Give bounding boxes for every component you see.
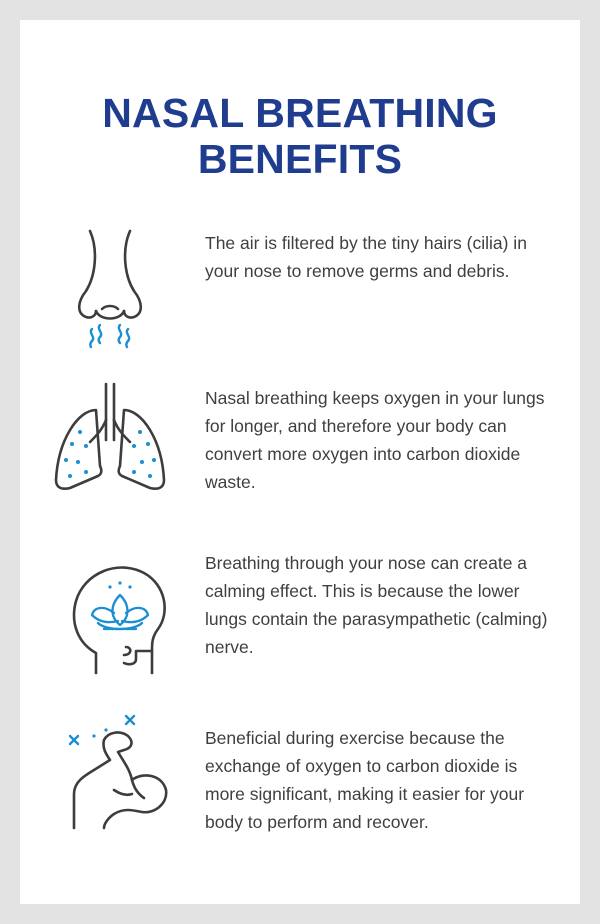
- benefit-text: Breathing through your nose can create a calming effect. This is because the lower lungs contain the parasympathetic (calming) nerve.: [205, 553, 548, 657]
- benefit-text: The air is filtered by the tiny hairs (cilia) in your nose to remove germs and debris.: [205, 233, 527, 281]
- title-line-1: NASAL BREATHING: [102, 90, 498, 136]
- nose-icon: [48, 225, 172, 349]
- infographic-card: [20, 20, 580, 904]
- flexed-arm-icon: [48, 710, 172, 834]
- lungs-icon: [48, 380, 172, 504]
- title-line-2: BENEFITS: [197, 136, 403, 182]
- benefit-text: Nasal breathing keeps oxygen in your lungs for longer, and therefore your body can convert more oxygen into carbon dioxide waste.: [205, 388, 545, 492]
- calm-mind-icon: [48, 555, 172, 679]
- benefit-text: Beneficial during exercise because the exchange of oxygen to carbon dioxide is more significant, making it easier for your body to perform and recover.: [205, 728, 525, 832]
- page-title: [20, 90, 580, 182]
